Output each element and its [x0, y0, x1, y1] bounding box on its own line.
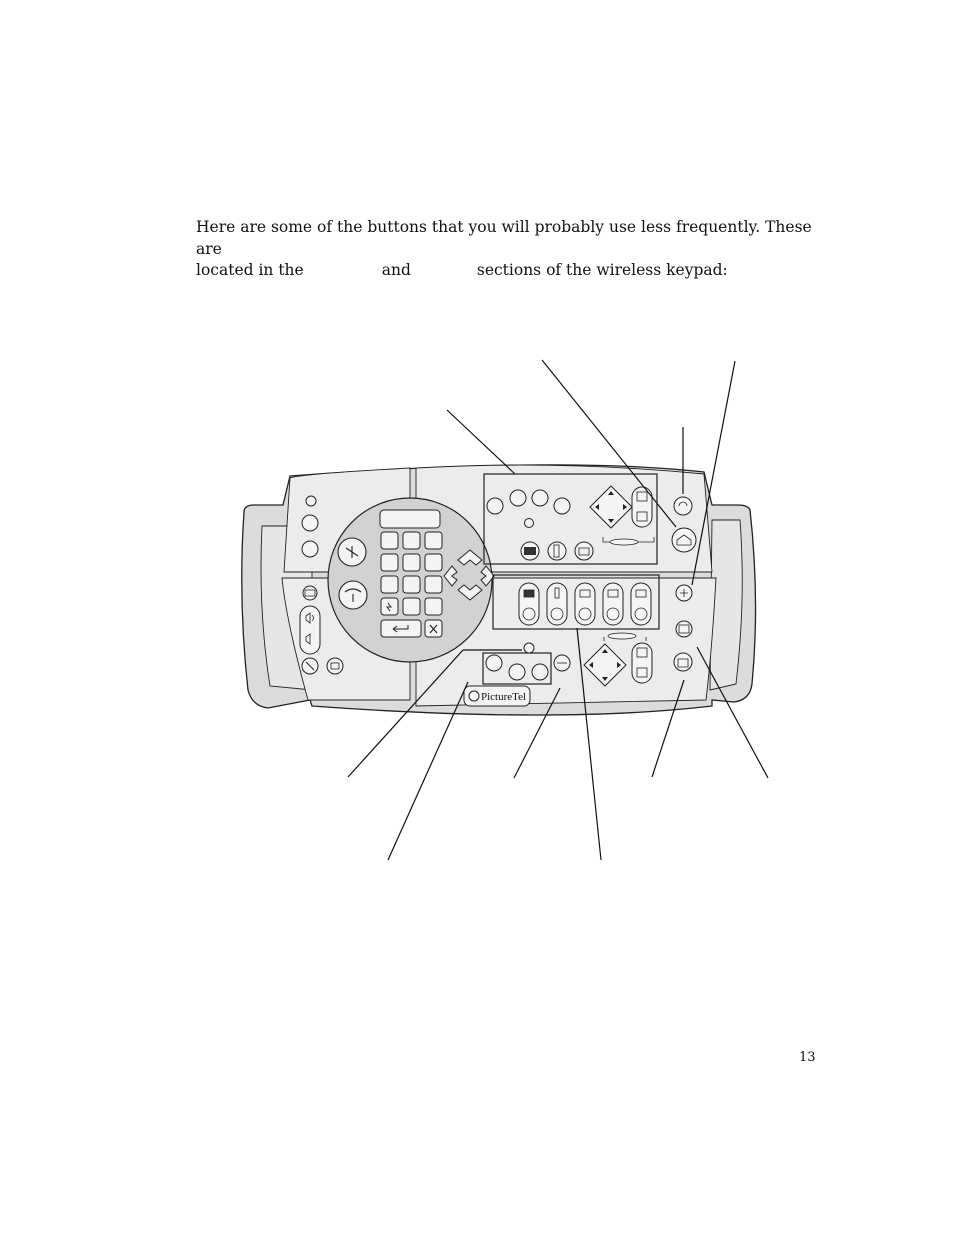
picturetel-logo [464, 686, 530, 706]
display-window [380, 510, 440, 528]
number-dial [328, 498, 494, 662]
logo-brand-text: PictureTel [481, 691, 527, 703]
intro-line-2-part-b: and [381, 261, 411, 279]
intro-line-2-part-a: located in the [196, 261, 304, 279]
intro-line-1: Here are some of the buttons that you will probably use less frequently. These are [196, 218, 812, 258]
intro-line-2-part-c: sections of the wireless keypad: [476, 261, 728, 279]
page-number: 13 [799, 1050, 816, 1065]
camera-source-buttons[interactable] [519, 583, 651, 625]
zoom-label-pill [610, 539, 638, 545]
number-keys[interactable] [381, 532, 442, 637]
camera-icon [524, 547, 536, 555]
callout-upper-section [447, 410, 515, 474]
near-zoom-pill [608, 633, 636, 639]
